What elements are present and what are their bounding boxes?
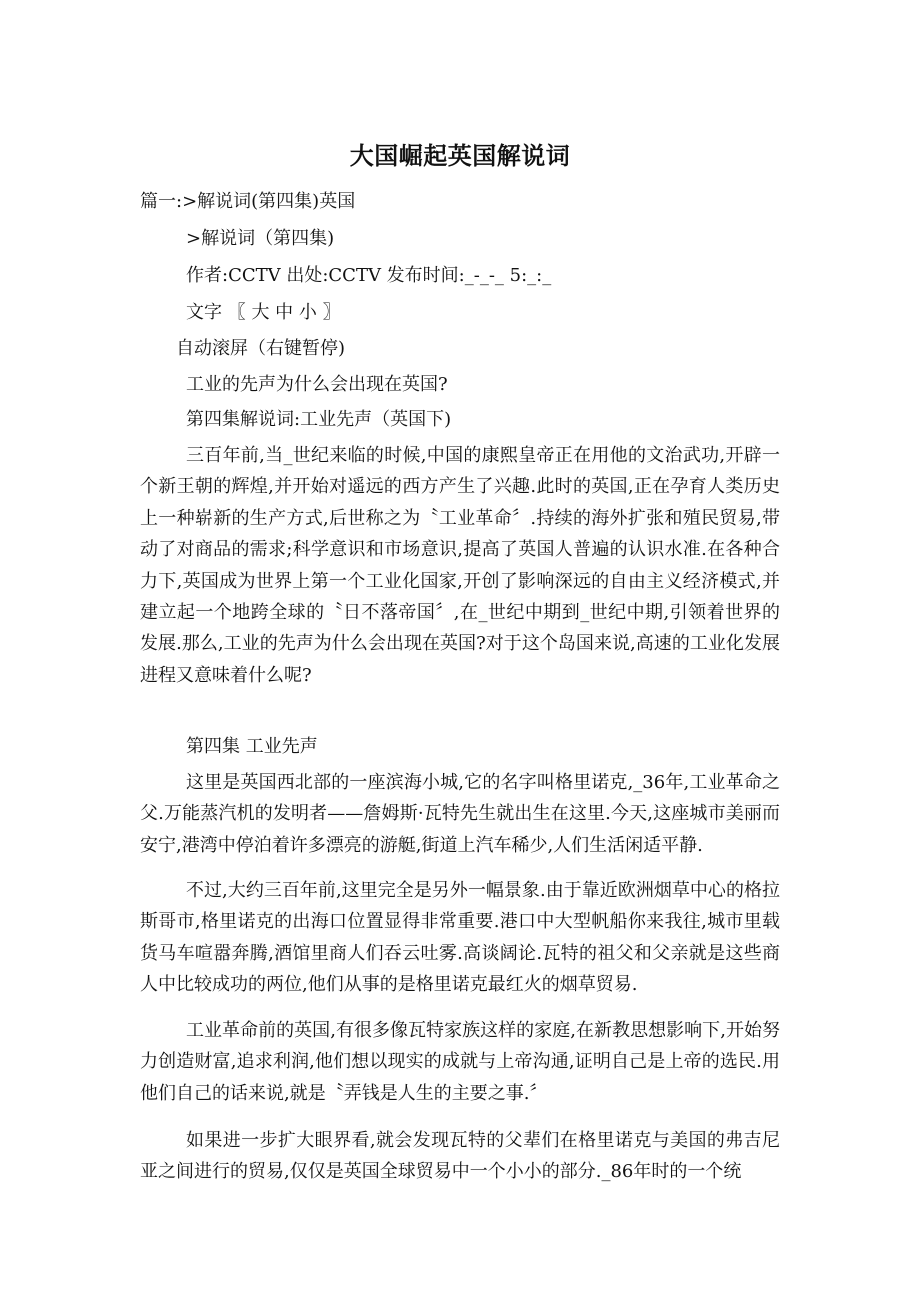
meta-line: 作者:CCTV 出处:CCTV 发布时间:_-_-_ 5:_:_ bbox=[186, 265, 552, 286]
section-heading: 第四集 工业先声 bbox=[186, 736, 318, 757]
document-title: 大国崛起英国解说词 bbox=[349, 141, 571, 170]
paragraph-2: 这里是英国西北部的一座滨海小城,它的名字叫格里诺克,_36年,工业革命之父.万能蒸汽机的发明者——詹姆斯·瓦特先生就出生在这里.今天,这座城市美丽而安宁,港湾中停泊着许多漂亮的游艇,街道上汽车稀少,人们生活闲适平静. bbox=[140, 772, 780, 856]
chapter-line: 篇一:>解说词(第四集)英国 bbox=[140, 191, 356, 212]
subheading-line: >解说词（第四集) bbox=[186, 228, 335, 249]
paragraph-5: 如果进一步扩大眼界看,就会发现瓦特的父辈们在格里诺克与美国的弗吉尼亚之间进行的贸易,仅仅是英国全球贸易中一个小小的部分._86年时的一个统 bbox=[140, 1130, 780, 1183]
autoscroll-line: 自动滚屏（右键暂停) bbox=[176, 338, 346, 359]
episode-line: 第四集解说词:工业先声（英国下) bbox=[186, 409, 452, 430]
font-size-line: 文字 〖 大 中 小 〗 bbox=[186, 302, 341, 323]
question-line: 工业的先声为什么会出现在英国? bbox=[186, 374, 448, 395]
paragraph-4: 工业革命前的英国,有很多像瓦特家族这样的家庭,在新教思想影响下,开始努力创造财富,追求利润,他们想以现实的成就与上帝沟通,证明自己是上帝的选民.用他们自己的话来说,就是〝弄钱是人生的主要之事.〞 bbox=[140, 1020, 780, 1104]
paragraph-3: 不过,大约三百年前,这里完全是另外一幅景象.由于靠近欧洲烟草中心的格拉斯哥市,格里诺克的出海口位置显得非常重要.港口中大型帆船你来我往,城市里载货马车喧嚣奔腾,酒馆里商人们吞云吐雾.高谈阔论.瓦特的祖父和父亲就是这些商人中比较成功的两位,他们从事的是格里诺克最红火的烟草贸易. bbox=[140, 880, 780, 996]
paragraph-1: 三百年前,当_世纪来临的时候,中国的康熙皇帝正在用他的文治武功,开辟一个新王朝的辉煌,并开始对遥远的西方产生了兴趣.此时的英国,正在孕育人类历史上一种崭新的生产方式,后世称之为〝工业革命〞.持续的海外扩张和殖民贸易,带动了对商品的需求;科学意识和市场意识,提高了英国人普遍的认识水准.在各种合力下,英国成为世界上第一个工业化国家,开创了影响深远的自由主义经济模式,并建立起一个地跨全球的〝日不落帝国〞,在_世纪中期到_世纪中期,引领着世界的发展.那么,工业的先声为什么会出现在英国?对于这个岛国来说,高速的工业化发展进程又意味着什么呢? bbox=[140, 445, 780, 686]
